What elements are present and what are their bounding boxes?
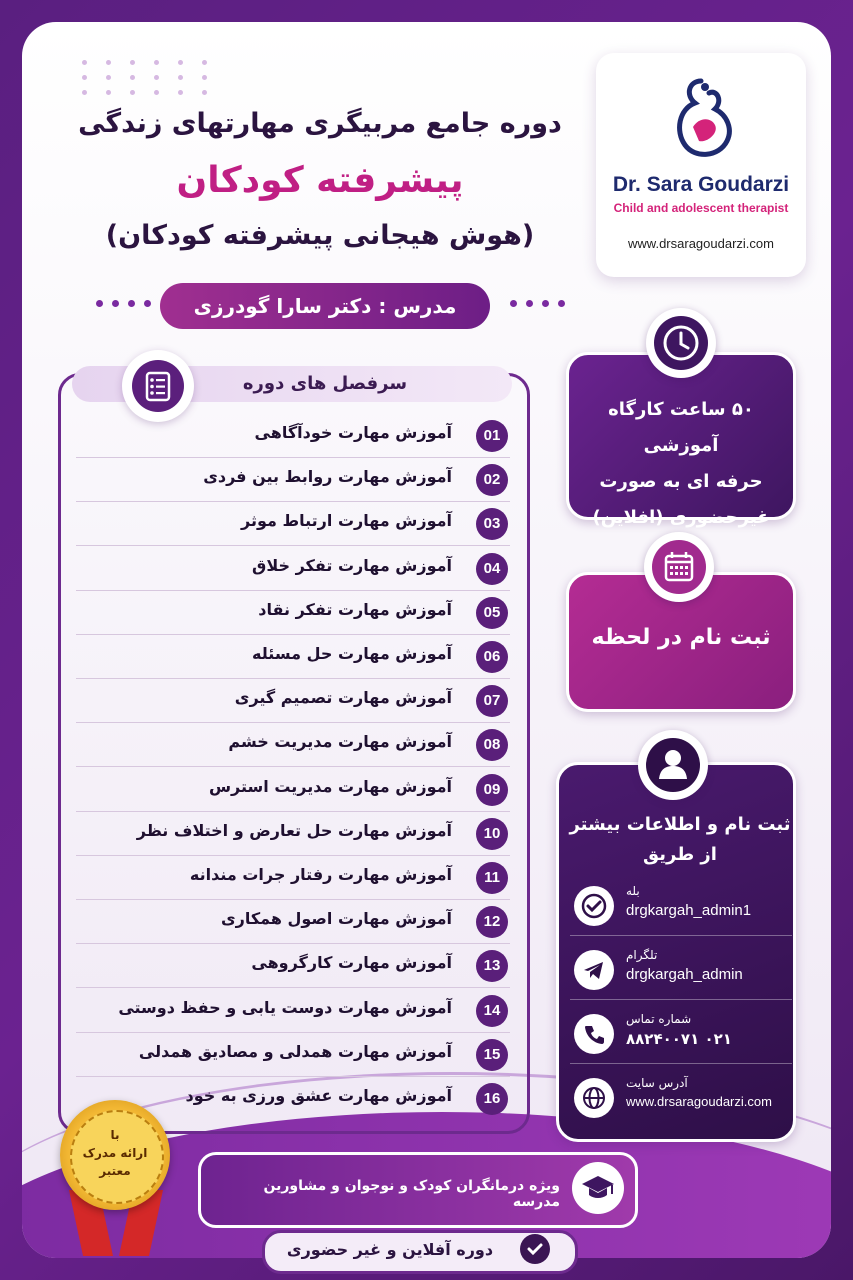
syllabus-item-label: آموزش مهارت عشق ورزی به خود — [185, 1086, 452, 1105]
dots-left — [96, 300, 151, 307]
syllabus-item-label: آموزش مهارت تفکر نقاد — [258, 599, 452, 619]
hours-line1: ۵۰ ساعت کارگاه آموزشی — [608, 399, 754, 456]
syllabus-item — [76, 1033, 510, 1077]
syllabus-item-number: 05 — [476, 597, 508, 629]
brand-subtitle: Child and adolescent therapist — [613, 201, 789, 215]
syllabus-item — [76, 502, 510, 546]
syllabus-item-label: آموزش مهارت تفکر خلاق — [252, 555, 452, 575]
hours-line3: غیرحضوری (افلاین) — [592, 507, 770, 528]
course-title-line2: پیشرفته کودکان — [176, 160, 464, 201]
audience-text: ویژه درمانگران کودک و نوجوان و مشاورین مدرسه — [263, 1178, 560, 1210]
syllabus-item — [76, 812, 510, 856]
syllabus-item — [76, 723, 510, 767]
medal-text — [70, 1126, 160, 1180]
logo-mark-icon — [671, 75, 735, 163]
syllabus-item-number: 04 — [476, 553, 508, 585]
syllabus-item-label: آموزش مهارت تصمیم گیری — [234, 688, 452, 708]
contact-website[interactable] — [570, 1072, 792, 1128]
syllabus-item-number: 06 — [476, 641, 508, 673]
syllabus-item-label: آموزش مهارت رفتار جرات مندانه — [189, 865, 452, 884]
syllabus-item — [76, 547, 510, 591]
info-title — [560, 810, 800, 870]
hours-line2: حرفه ای به صورت — [599, 471, 763, 492]
syllabus-item-number: 02 — [476, 464, 508, 496]
contact-value[interactable]: drgkargah_admin1 — [626, 902, 752, 919]
check-circle-icon — [574, 886, 614, 926]
syllabus-item-number: 15 — [476, 1039, 508, 1071]
contact-label: شماره تماس — [626, 1012, 692, 1026]
user-icon — [646, 738, 700, 792]
syllabus-item-label: آموزش مهارت حل تعارض و اختلاف نظر — [136, 820, 452, 840]
syllabus-item-label: آموزش مهارت مدیریت استرس — [208, 776, 452, 796]
syllabus-header: سرفصل های دوره — [242, 373, 408, 394]
contact-value[interactable]: ۰۲۱ ۸۸۲۴۰۰۷۱ — [626, 1030, 732, 1048]
contact-label: بله — [626, 884, 640, 898]
syllabus-item — [76, 989, 510, 1033]
syllabus-item — [76, 591, 510, 635]
syllabus-item-label: آموزش مهارت مدیریت خشم — [228, 732, 452, 752]
list-icon — [132, 360, 184, 412]
divider — [570, 935, 792, 936]
syllabus-item-number: 12 — [476, 906, 508, 938]
clock-icon — [654, 316, 708, 370]
contact-bale[interactable] — [570, 880, 792, 936]
syllabus-item-number: 07 — [476, 685, 508, 717]
clock-icon-wrap — [646, 308, 716, 378]
syllabus-item-label: آموزش مهارت روابط بین فردی — [203, 467, 452, 487]
contact-label: آدرس سایت — [626, 1076, 688, 1090]
syllabus-item-label: آموزش مهارت حل مسئله — [252, 644, 452, 663]
syllabus-item-number: 11 — [476, 862, 508, 894]
calendar-icon-wrap — [644, 532, 714, 602]
teacher-pill: مدرس : دکتر سارا گودرزی — [160, 283, 490, 329]
info-title-line1: ثبت نام و اطلاعات بیشتر — [569, 814, 791, 835]
decorative-dots — [82, 60, 216, 95]
contact-label: تلگرام — [626, 948, 658, 962]
logo-card — [596, 53, 806, 277]
brand-website[interactable]: www.drsaragoudarzi.com — [628, 236, 774, 251]
syllabus-item-label: آموزش مهارت دوست یابی و حفظ دوستی — [118, 997, 452, 1017]
syllabus-item-number: 14 — [476, 995, 508, 1027]
globe-icon — [574, 1078, 614, 1118]
hours-text — [570, 392, 792, 536]
syllabus-item — [76, 900, 510, 944]
info-title-line2: از طریق — [643, 844, 717, 865]
course-title-line3: (هوش هیجانی پیشرفته کودکان) — [105, 220, 535, 251]
syllabus-item-label: آموزش مهارت خودآگاهی — [254, 423, 452, 442]
syllabus-item-label: آموزش مهارت اصول همکاری — [220, 909, 452, 929]
phone-icon — [574, 1014, 614, 1054]
medal-line1: با — [110, 1128, 120, 1142]
contact-phone[interactable] — [570, 1008, 792, 1064]
register-now-label[interactable]: ثبت نام در لحظه — [591, 625, 771, 650]
telegram-icon — [574, 950, 614, 990]
contact-value[interactable]: www.drsaragoudarzi.com — [626, 1094, 772, 1109]
syllabus-item-label: آموزش مهارت ارتباط موثر — [241, 511, 452, 531]
syllabus-item — [76, 458, 510, 502]
syllabus-item-number: 13 — [476, 950, 508, 982]
syllabus-item-number: 08 — [476, 729, 508, 761]
divider — [570, 999, 792, 1000]
syllabus-item-number: 01 — [476, 420, 508, 452]
medal-line2: ارائه مدرک — [82, 1146, 148, 1160]
medal-line3: معتبر — [99, 1164, 131, 1178]
course-title-line1: دوره جامع مربیگری مهارتهای زندگی — [78, 108, 562, 139]
syllabus-item — [76, 414, 510, 458]
contact-telegram[interactable] — [570, 944, 792, 1000]
course-type-text: دوره آفلاین و غیر حضوری — [286, 1240, 494, 1259]
syllabus-item — [76, 856, 510, 900]
syllabus-header-icon-wrap — [122, 350, 194, 422]
syllabus-item — [76, 944, 510, 988]
syllabus-item-number: 10 — [476, 818, 508, 850]
syllabus-item-label: آموزش مهارت همدلی و مصادیق همدلی — [138, 1041, 452, 1061]
syllabus-item-number: 03 — [476, 508, 508, 540]
divider — [570, 1063, 792, 1064]
syllabus-item-label: آموزش مهارت کارگروهی — [251, 953, 452, 973]
dots-right — [510, 300, 565, 307]
check-icon — [520, 1234, 550, 1264]
graduation-cap-icon — [572, 1162, 624, 1214]
syllabus-item-number: 16 — [476, 1083, 508, 1115]
contact-value[interactable]: drgkargah_admin — [626, 966, 743, 983]
syllabus-item — [76, 768, 510, 812]
user-icon-wrap — [638, 730, 708, 800]
brand-name: Dr. Sara Goudarzi — [612, 173, 790, 196]
syllabus-item — [76, 679, 510, 723]
calendar-icon — [652, 540, 706, 594]
syllabus-item — [76, 635, 510, 679]
syllabus-item-number: 09 — [476, 774, 508, 806]
